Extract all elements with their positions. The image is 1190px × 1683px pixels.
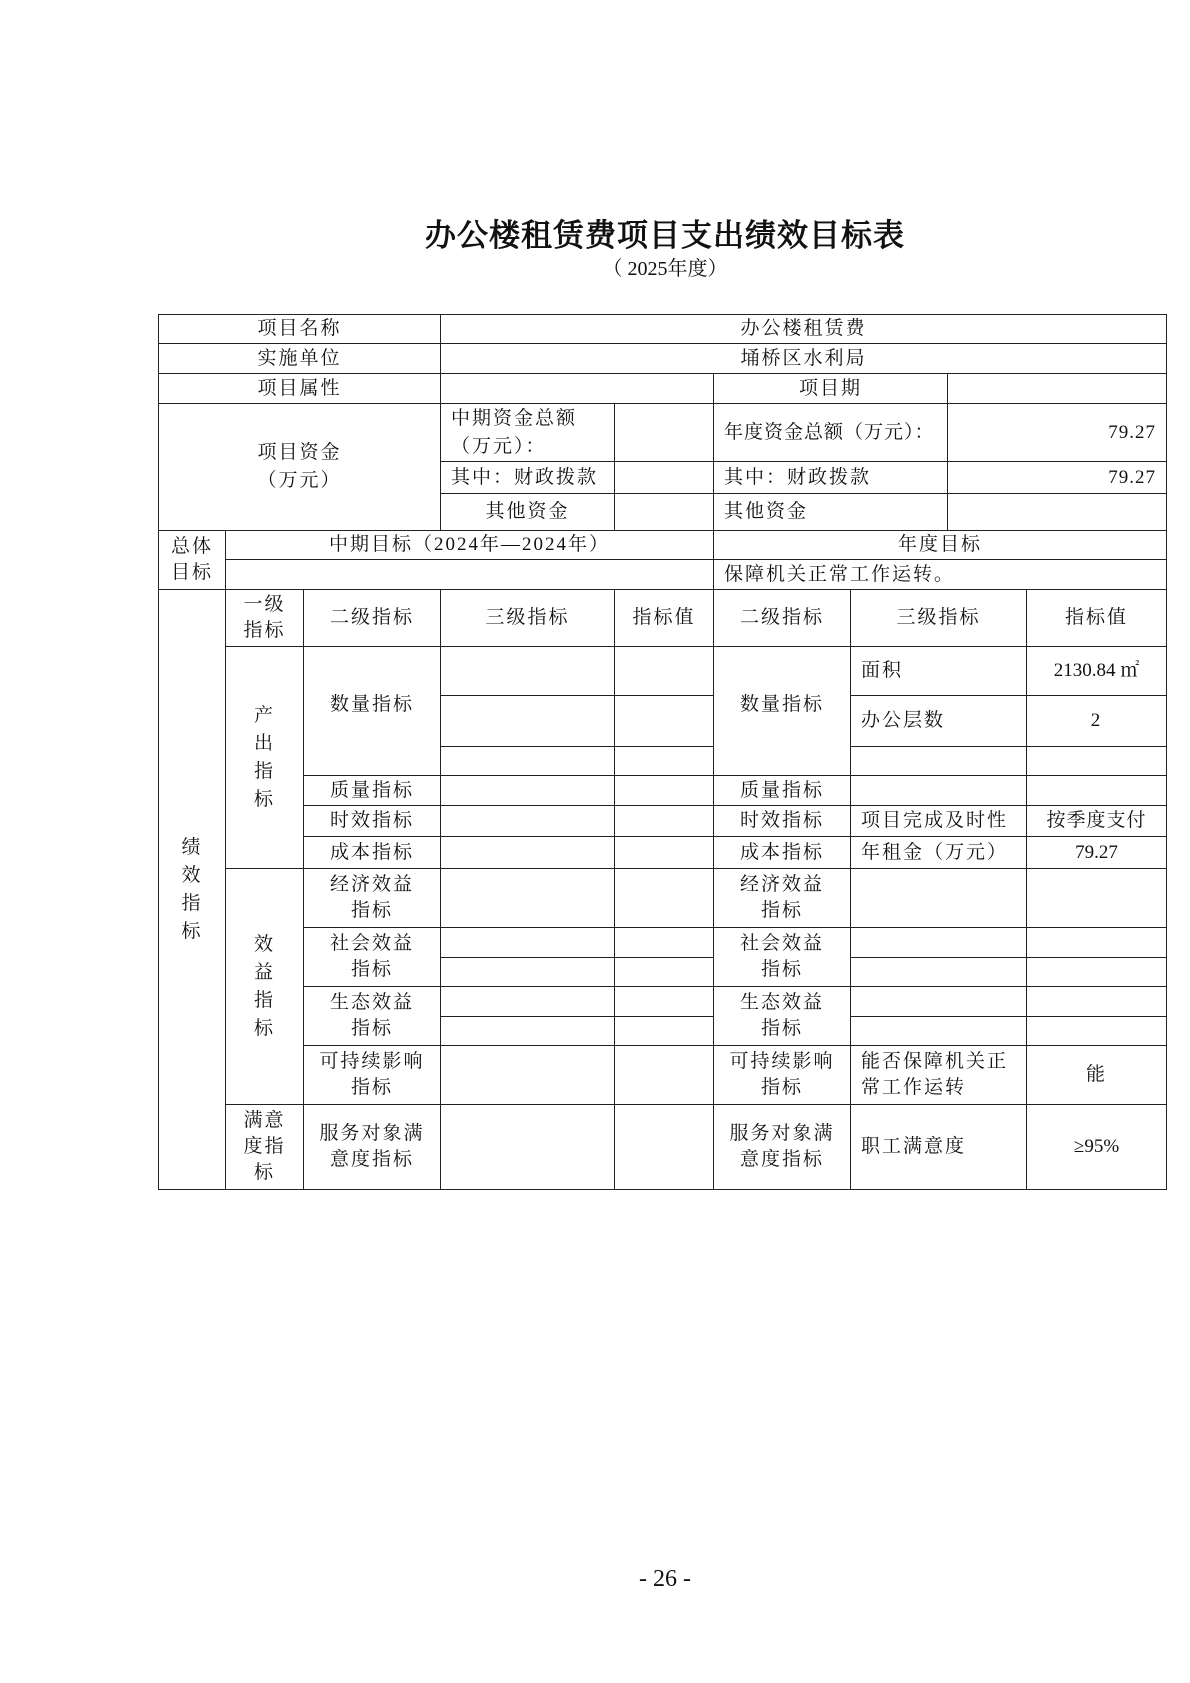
rent-value: 79.27: [1027, 837, 1167, 869]
time-name: 项目完成及时性: [851, 806, 1027, 837]
unit-label: 实施单位: [159, 344, 441, 374]
cell: [1027, 928, 1167, 958]
sustain-left: 可持续影响指标: [304, 1046, 441, 1105]
performance-table: [158, 314, 1167, 1190]
goals-label-line2: 目标: [170, 562, 213, 583]
cell: [851, 928, 1027, 958]
sustain-value: 能: [1027, 1046, 1167, 1105]
quality-left: 质量指标: [304, 776, 441, 806]
economic-right: 经济效益指标: [714, 869, 851, 928]
area-value: 2130.84 ㎡: [1027, 647, 1167, 696]
year-goal-text: 保障机关正常工作运转。: [714, 560, 1167, 590]
cell: [615, 987, 714, 1017]
cell: [851, 958, 1027, 987]
sustain-name: 能否保障机关正常工作运转: [851, 1046, 1027, 1105]
cell: [615, 1046, 714, 1105]
year-fiscal-label: 其中：财政拨款: [714, 462, 948, 494]
cell: [441, 1105, 615, 1190]
cell: [1027, 776, 1167, 806]
year-total-value: 79.27: [948, 404, 1167, 462]
staff-name: 职工满意度: [851, 1105, 1027, 1190]
timeliness-left: 时效指标: [304, 806, 441, 837]
mid-total-label: 中期资金总额（万元）：: [441, 404, 615, 462]
page-subtitle: （ 2025年度）: [602, 258, 728, 280]
output-label: 产出指标: [226, 647, 304, 869]
cell: [851, 776, 1027, 806]
cell: [615, 928, 714, 958]
unit-value: 埇桥区水利局: [441, 344, 1167, 374]
cell: [441, 869, 615, 928]
project-name-value: 办公楼租赁费: [441, 315, 1167, 344]
quality-right: 质量指标: [714, 776, 851, 806]
mid-fiscal-value: [615, 462, 714, 494]
page-title: 办公楼租赁费项目支出绩效目标表: [425, 218, 905, 253]
quantity-right: 数量指标: [714, 647, 851, 776]
cell: [615, 1105, 714, 1190]
cell: [615, 869, 714, 928]
cell: [441, 776, 615, 806]
cell: [851, 987, 1027, 1017]
goals-label: [159, 531, 226, 590]
cell: [851, 747, 1027, 776]
year-goal-label: 年度目标: [714, 531, 1167, 560]
benefit-label: 效益指标: [226, 869, 304, 1105]
cell: [441, 928, 615, 958]
header-level3-left: 三级指标: [441, 590, 615, 647]
cell: [441, 1017, 615, 1046]
floors-value: 2: [1027, 696, 1167, 747]
cell: [615, 1017, 714, 1046]
attr-label: 项目属性: [159, 374, 441, 404]
timeliness-right: 时效指标: [714, 806, 851, 837]
cell: [1027, 869, 1167, 928]
cost-left: 成本指标: [304, 837, 441, 869]
time-value: 按季度支付: [1027, 806, 1167, 837]
mid-other-label: 其他资金: [441, 494, 615, 531]
cell: [615, 837, 714, 869]
cell: [1027, 1017, 1167, 1046]
header-level2-left: 二级指标: [304, 590, 441, 647]
cell: [441, 987, 615, 1017]
social-right: 社会效益指标: [714, 928, 851, 987]
header-level2-right: 二级指标: [714, 590, 851, 647]
cell: [1027, 958, 1167, 987]
cell: [1027, 987, 1167, 1017]
cell: [615, 806, 714, 837]
mid-fiscal-label: 其中：财政拨款: [441, 462, 615, 494]
period-value: [948, 374, 1167, 404]
cell: [441, 806, 615, 837]
cell: [615, 747, 714, 776]
year-other-label: 其他资金: [714, 494, 948, 531]
header-value-right: 指标值: [1027, 590, 1167, 647]
header-level3-right: 三级指标: [851, 590, 1027, 647]
perf-label: 绩效指标: [159, 590, 226, 1190]
cell: [441, 747, 615, 776]
header-value-left: 指标值: [615, 590, 714, 647]
cell: [441, 696, 615, 747]
year-fiscal-value: 79.27: [948, 462, 1167, 494]
cell: [441, 837, 615, 869]
cell: [851, 1017, 1027, 1046]
area-name: 面积: [851, 647, 1027, 696]
service-left: 服务对象满意度指标: [304, 1105, 441, 1190]
cell: [441, 958, 615, 987]
mid-total-value: [615, 404, 714, 462]
project-name-label: 项目名称: [159, 315, 441, 344]
staff-value: ≥95%: [1027, 1105, 1167, 1190]
funds-label: [159, 404, 441, 531]
funds-label-line2: （万元）: [257, 470, 342, 491]
satisfaction-label: 满意度指标: [226, 1105, 304, 1190]
service-right: 服务对象满意度指标: [714, 1105, 851, 1190]
page-number: - 26 -: [639, 1566, 691, 1592]
cell: [441, 647, 615, 696]
cell: [851, 869, 1027, 928]
economic-left: 经济效益指标: [304, 869, 441, 928]
cost-right: 成本指标: [714, 837, 851, 869]
floors-name: 办公层数: [851, 696, 1027, 747]
attr-value: [441, 374, 714, 404]
year-other-value: [948, 494, 1167, 531]
header-level1: 一级指标: [226, 590, 304, 647]
ecological-right: 生态效益指标: [714, 987, 851, 1046]
mid-goal-label: 中期目标（2024年—2024年）: [226, 531, 714, 560]
cell: [615, 958, 714, 987]
mid-other-value: [615, 494, 714, 531]
period-label: 项目期: [714, 374, 948, 404]
social-left: 社会效益指标: [304, 928, 441, 987]
cell: [615, 696, 714, 747]
funds-label-line1: 项目资金: [257, 442, 342, 463]
cell: [615, 647, 714, 696]
cell: [1027, 747, 1167, 776]
sustain-right: 可持续影响指标: [714, 1046, 851, 1105]
goals-label-line1: 总体: [170, 536, 213, 557]
rent-name: 年租金（万元）: [851, 837, 1027, 869]
year-total-label: 年度资金总额（万元）：: [714, 404, 948, 462]
ecological-left: 生态效益指标: [304, 987, 441, 1046]
cell: [441, 1046, 615, 1105]
quantity-left: 数量指标: [304, 647, 441, 776]
cell: [615, 776, 714, 806]
mid-goal-text: [226, 560, 714, 590]
